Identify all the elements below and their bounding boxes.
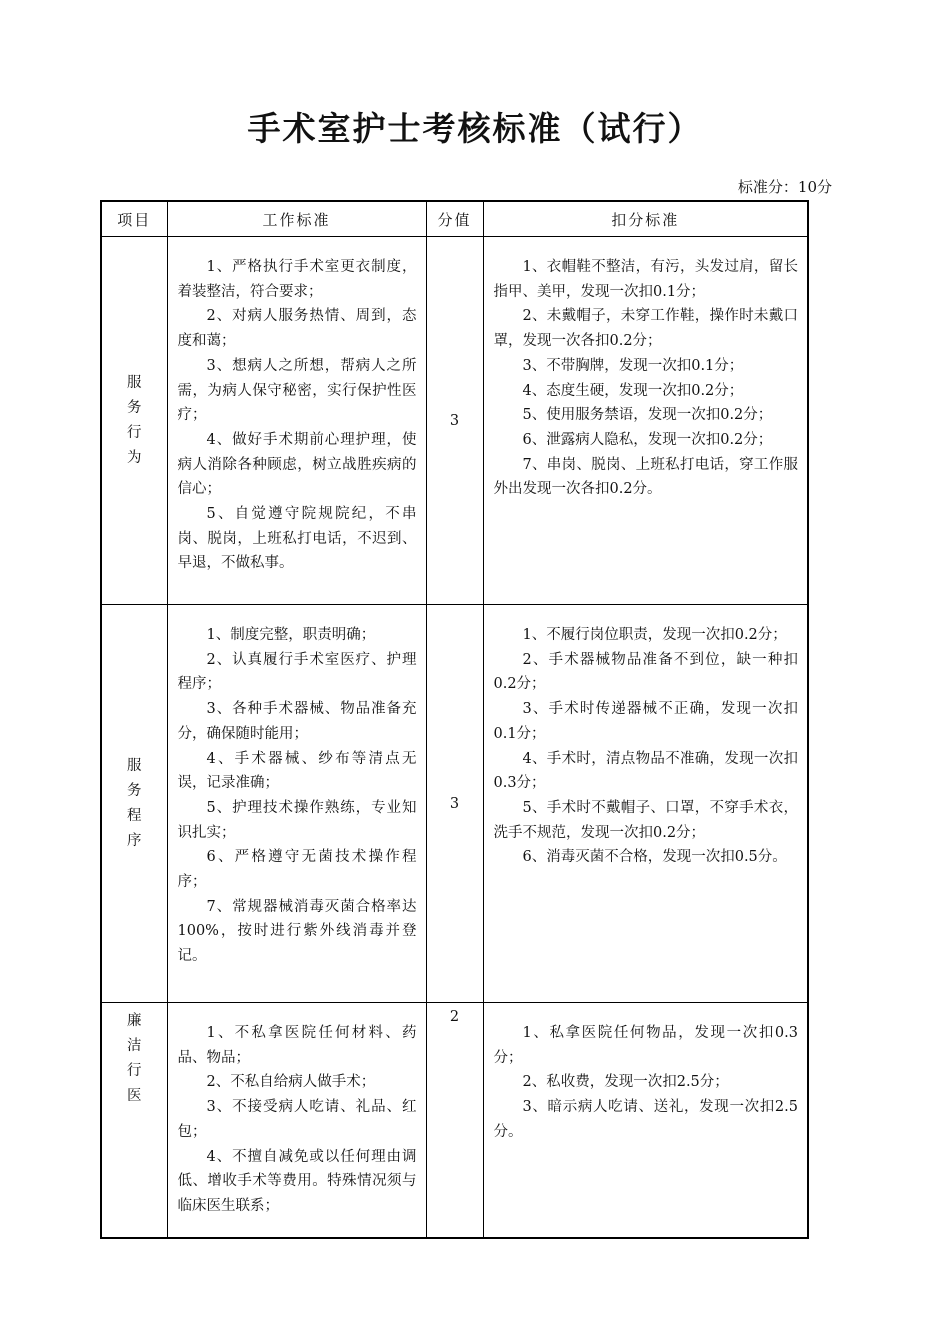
standards-cell xyxy=(167,1003,426,1238)
standard-score: 标准分：10分 xyxy=(737,178,832,196)
standard-item: 3、想病人之所想，帮病人之所需，为病人保守秘密，实行保护性医疗； xyxy=(177,357,417,424)
deduction-item: 1、不履行岗位职责，发现一次扣0.2分； xyxy=(522,627,787,643)
standard-item: 5、护理技术操作熟练，专业知识扎实； xyxy=(177,799,417,841)
deduction-item: 4、态度生硬，发现一次扣0.2分； xyxy=(522,382,744,399)
category-label: 廉洁行医 xyxy=(127,1013,142,1104)
header-points: 分值 xyxy=(426,201,483,237)
deduction-item: 1、私拿医院任何物品，发现一次扣0.3分； xyxy=(493,1025,798,1066)
standard-item: 2、对病人服务热情、周到，态度和蔼； xyxy=(177,308,417,350)
deductions-cell xyxy=(483,237,808,605)
standards-cell xyxy=(167,605,426,1003)
standards-cell xyxy=(167,237,426,605)
category-cell xyxy=(101,1003,167,1238)
standard-item: 1、严格执行手术室更衣制度，着装整洁，符合要求； xyxy=(177,259,417,300)
deduction-item: 3、不带胸牌，发现一次扣0.1分； xyxy=(522,357,744,374)
standard-item: 2、认真履行手术室医疗、护理程序； xyxy=(177,651,417,693)
table-row xyxy=(101,237,808,605)
standard-item: 3、不接受病人吃请、礼品、红包； xyxy=(177,1099,417,1140)
table-header-row xyxy=(101,201,808,237)
header-work-standard: 工作标准 xyxy=(167,201,426,237)
standard-item: 4、不擅自减免或以任何理由调低、增收手术等费用。特殊情况须与临床医生联系； xyxy=(177,1148,417,1214)
table-row xyxy=(101,605,808,1003)
points-cell: 2 xyxy=(426,1003,483,1238)
deductions-cell xyxy=(483,1003,808,1238)
deduction-item: 2、未戴帽子，未穿工作鞋，操作时未戴口罩，发现一次各扣0.2分； xyxy=(493,308,798,350)
category-cell xyxy=(101,605,167,1003)
points-cell: 3 xyxy=(426,237,483,605)
deduction-item: 6、泄露病人隐私，发现一次扣0.2分； xyxy=(522,431,773,448)
standard-item: 1、制度完整，职责明确； xyxy=(206,627,376,643)
deduction-item: 7、串岗、脱岗、上班私打电话，穿工作服外出发现一次各扣0.2分。 xyxy=(493,456,798,498)
deduction-item: 2、手术器械物品准备不到位，缺一种扣0.2分； xyxy=(493,651,798,693)
standard-item: 3、各种手术器械、物品准备充分，确保随时能用； xyxy=(177,701,417,742)
table-row xyxy=(101,1003,808,1238)
deduction-item: 5、使用服务禁语，发现一次扣0.2分； xyxy=(522,407,773,424)
standard-item: 4、做好手术期前心理护理，使病人消除各种顾虑，树立战胜疾病的信心； xyxy=(177,431,417,498)
standard-item: 7、常规器械消毒灭菌合格率达100%，按时进行紫外线消毒并登记。 xyxy=(177,898,417,965)
header-deduction-standard: 扣分标准 xyxy=(483,201,808,237)
category-label: 服务行为 xyxy=(127,374,142,466)
deduction-item: 3、手术时传递器械不正确，发现一次扣0.1分； xyxy=(493,701,798,742)
points-cell: 3 xyxy=(426,605,483,1003)
deduction-item: 1、衣帽鞋不整洁，有污，头发过肩，留长指甲、美甲，发现一次扣0.1分； xyxy=(493,259,798,300)
standard-item: 2、不私自给病人做手术； xyxy=(206,1074,376,1091)
deduction-item: 5、手术时不戴帽子、口罩，不穿手术衣，洗手不规范，发现一次扣0.2分； xyxy=(493,799,798,841)
deduction-item: 4、手术时，清点物品不准确，发现一次扣0.3分； xyxy=(493,750,798,792)
standard-item: 1、不私拿医院任何材料、药品、物品； xyxy=(177,1025,417,1066)
deduction-item: 2、私收费，发现一次扣2.5分； xyxy=(522,1074,729,1091)
standard-item: 6、严格遵守无菌技术操作程序； xyxy=(177,849,417,891)
standard-item: 4、手术器械、纱布等清点无误，记录准确； xyxy=(177,750,417,792)
assessment-table xyxy=(100,200,809,1239)
deduction-item: 6、消毒灭菌不合格，发现一次扣0.5分。 xyxy=(522,849,787,866)
deduction-item: 3、暗示病人吃请、送礼，发现一次扣2.5分。 xyxy=(493,1099,798,1140)
header-item: 项目 xyxy=(101,201,167,237)
deductions-cell xyxy=(483,605,808,1003)
standard-item: 5、自觉遵守院规院纪，不串岗、脱岗，上班私打电话，不迟到、早退，不做私事。 xyxy=(177,506,417,572)
category-label: 服务程序 xyxy=(127,757,142,849)
category-cell xyxy=(101,237,167,605)
document-title: 手术室护士考核标准（试行） xyxy=(247,109,703,148)
